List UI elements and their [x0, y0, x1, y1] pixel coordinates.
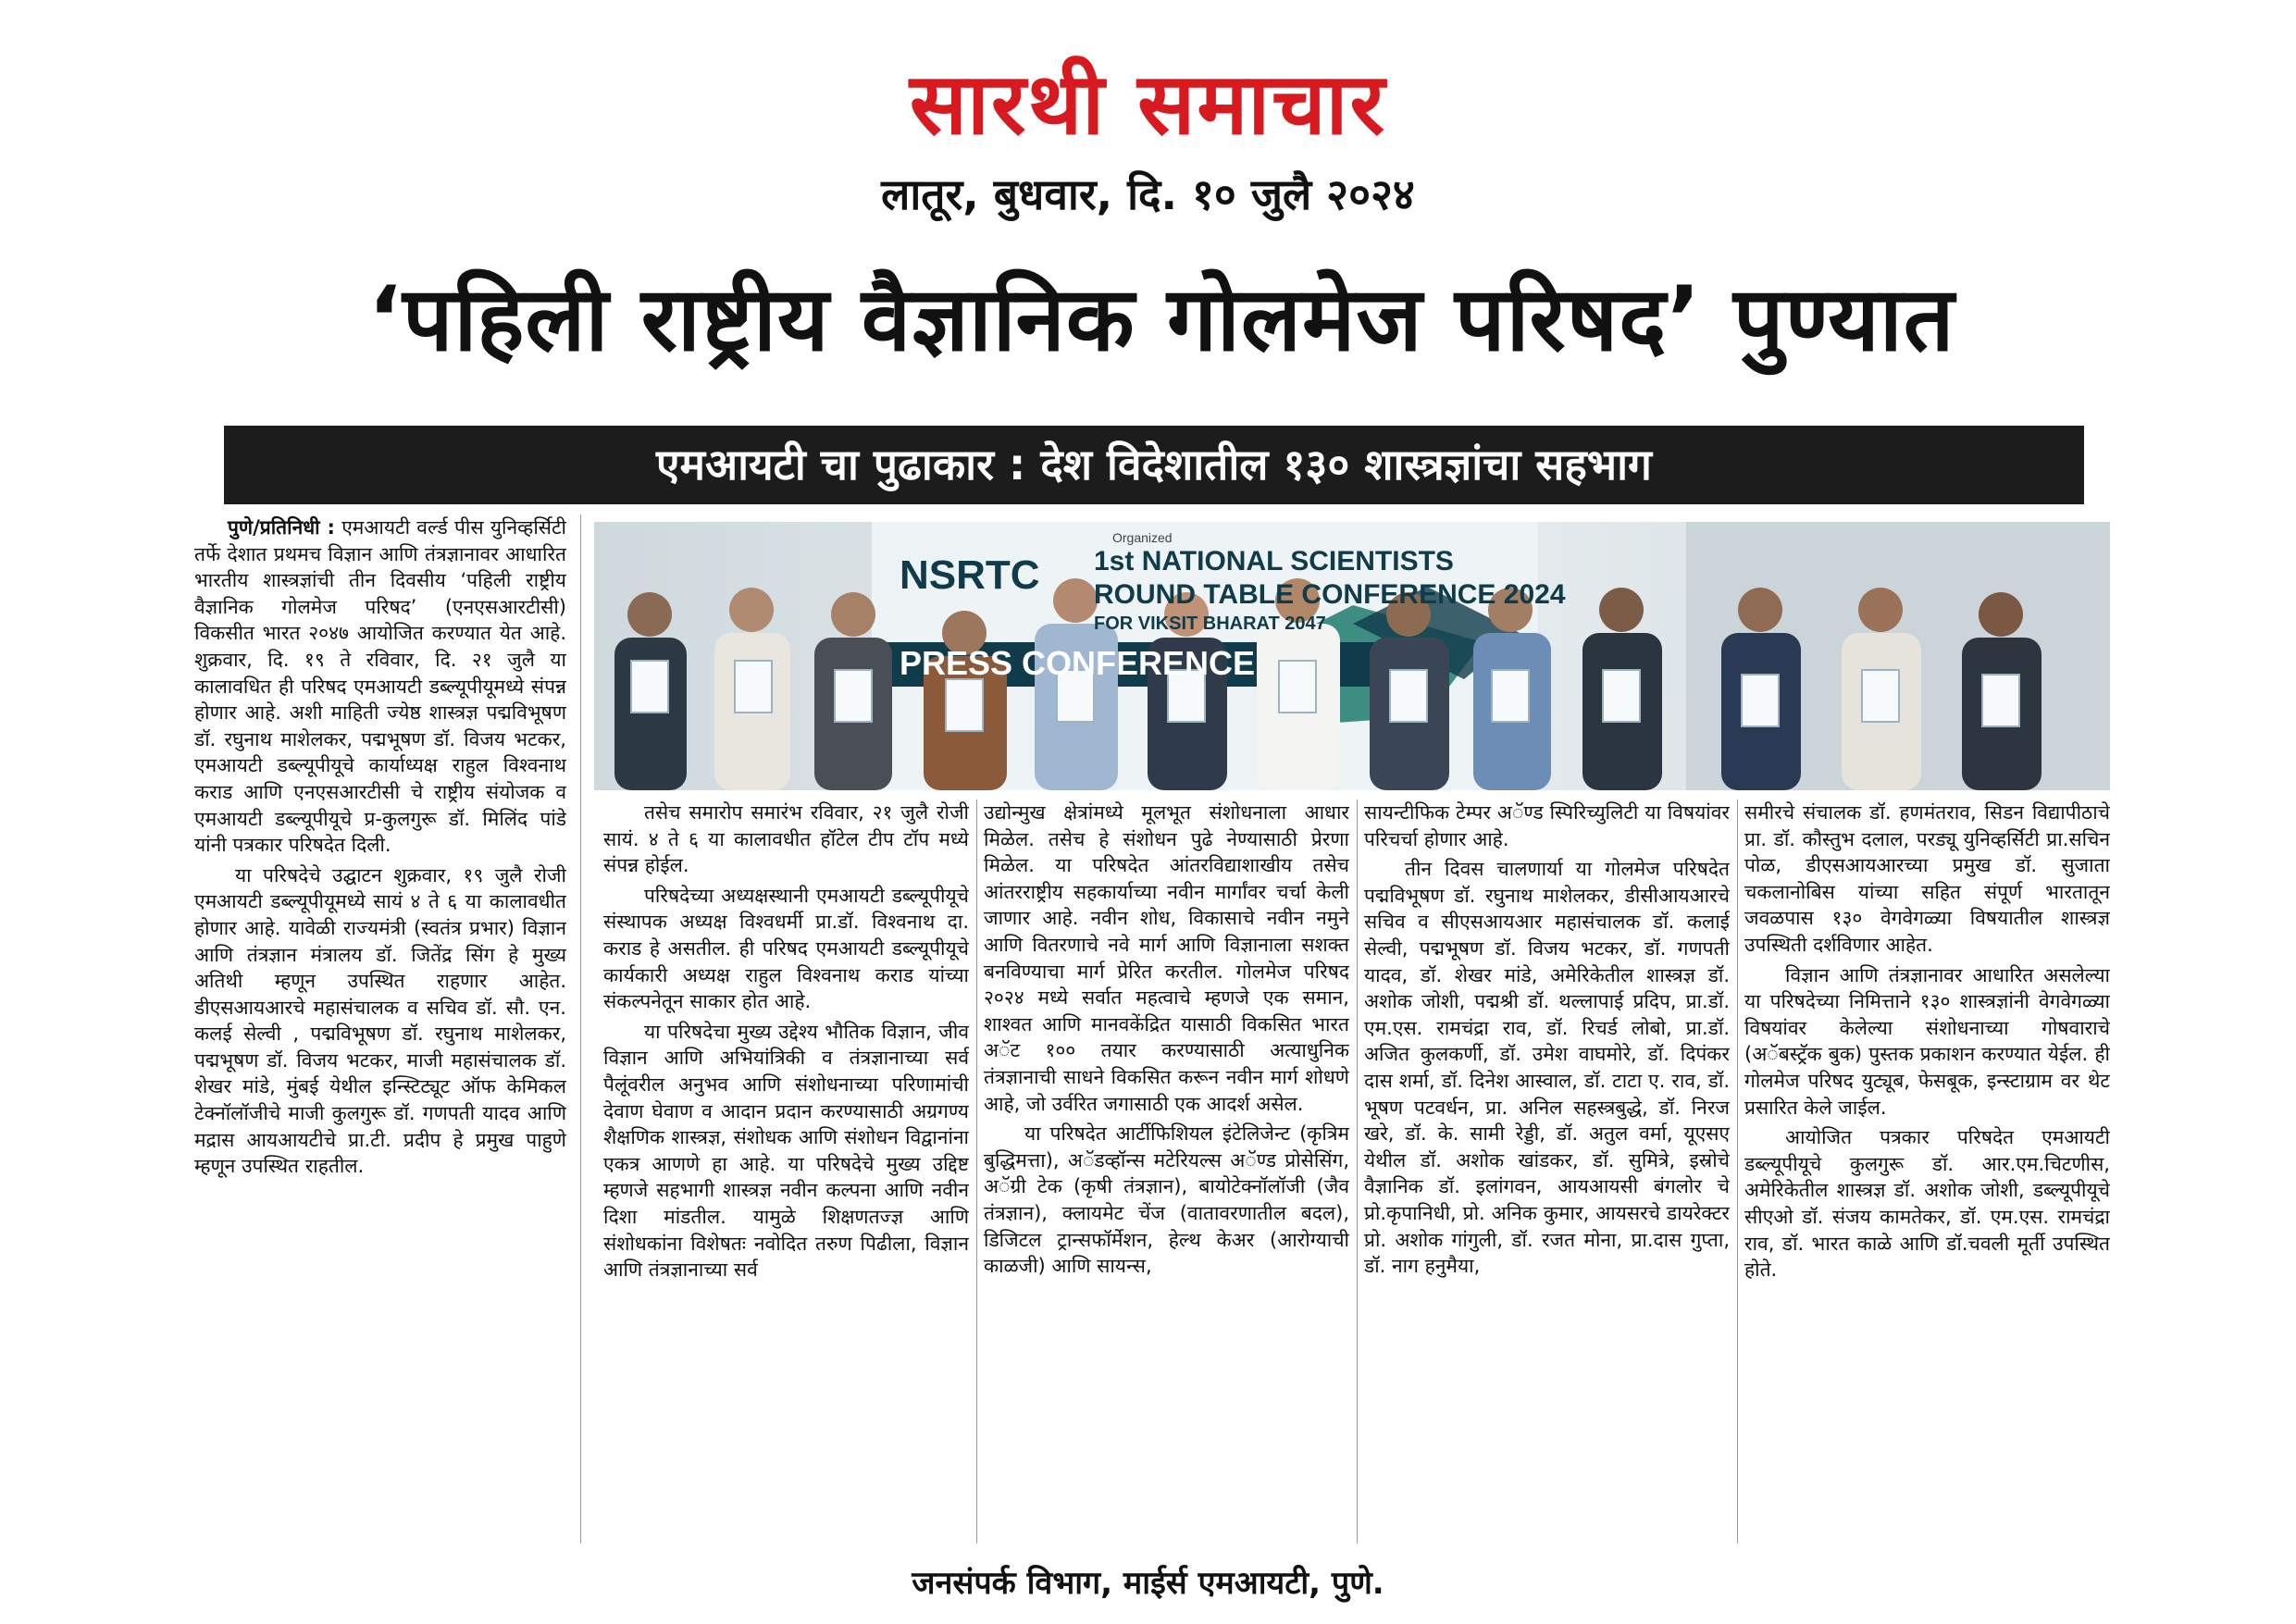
article-paragraph: आयोजित पत्रकार परिषदेत एमआयटी डब्ल्यूपीयूचे कुलगुरू डॉ. आर.एम.चिटणीस, अमेरिकेतील शास्त्रज्ञ डॉ. अशोक जोशी, डब्ल्यूपीयूचे सीएओ डॉ. संजय कामतेकर, डॉ. एम.एस. रामचंद्रा राव, डॉ. भारत काळे आणि डॉ.चवली मूर्ती उपस्थित होते. — [1744, 1126, 2110, 1282]
column-rule — [976, 800, 977, 1543]
headline: ‘पहिली राष्ट्रीय वैज्ञानिक गोलमेज परिषद’ पुण्यात — [367, 267, 1955, 371]
article-paragraph: या परिषदेत आर्टीफिशियल इंटेलिजेन्ट (कृत्रिम बुद्धिमत्ता), अॅडव्हॉन्स मटेरियल्स अॅण्ड प्रोसेसिंग, अॅग्री टेक (कृषी तंत्रज्ञान), बायोटेक्नॉलॉजी (जैव तंत्रज्ञान), क्लायमेट चेंज (वातावरणातील बदल), डिजिटल ट्रान्सफॉर्मेशन, हेल्थ केअर (आरोग्याची काळजी) आणि सायन्स, — [984, 1122, 1349, 1278]
article-column-3 — [984, 800, 1349, 1543]
article-paragraph: उद्योन्मुख क्षेत्रांमध्ये मूलभूत संशोधनाला आधार मिळेल. तसेच हे संशोधन पुढे नेण्यासाठी प्रेरणा मिळेल. या परिषदेत आंतरविद्याशाखीय तसेच आंतरराष्ट्रीय सहकार्याच्या नवीन मार्गांवर चर्चा केली जाणार आहे. नवीन शोध, विकासाचे नवीन नमुने आणि वितरणाचे नवे मार्ग आणि विज्ञानाला सशक्त बनविण्याचा मार्ग प्रेरित करतील. गोलमेज परिषद २०२४ मध्ये सर्वात महत्वाचे म्हणजे एक समान, शाश्वत आणि मानवकेंद्रित यासाठी विकसित भारत अॅट १०० तयार करण्यासाठी अत्याधुनिक तंत्रज्ञानाची साधने विकसित करून नवीन मार्ग शोधणे आहे, जो उर्वरित जगासाठी एक आदर्श असेल. — [984, 801, 1349, 1115]
column-rule — [580, 514, 581, 1543]
article-paragraph: तीन दिवस चालणार्या या गोलमेज परिषदेत पद्मविभूषण डॉ. रघुनाथ माशेलकर, डीसीआयआरचे सचिव व सीएसआयआर महासंचालक डॉ. कलाई सेल्वी, पद्मभूषण डॉ. विजय भटकर, डॉ. गणपती यादव, डॉ. शेखर मांडे, अमेरिकेतील शास्त्रज्ञ डॉ. अशोक जोशी, पद्मश्री डॉ. थल्लापाई प्रदिप, प्रा.डॉ. एम.एस. रामचंद्रा राव, डॉ. रिचर्ड लोबो, प्रा.डॉ. अजित कुलकर्णी, डॉ. उमेश वाघमोरे, डॉ. दिपंकर दास शर्मा, डॉ. दिनेश आस्वाल, डॉ. टाटा ए. राव, डॉ. भूषण पटवर्धन, प्रा. अनिल सहस्त्रबुद्धे, डॉ. निरज खरे, डॉ. के. सामी रेड्डी, डॉ. अतुल वर्मा, यूएसए येथील डॉ. अशोक खांडकर, डॉ. सुमित्रे, इस्रोचे वैज्ञानिक डॉ. इलांगवन, आयआयसी बंगलोर चे प्रो.कृपानिधी, प्रो. अनिक कुमार, आयसरचे डायरेक्टर प्रो. अशोक गांगुली, डॉ. रजत मोना, प्रा.दास गुप्ता, डॉ. नाग हनुमैया, — [1364, 858, 1730, 1278]
article-paragraph: या परिषदेचे उद्घाटन शुक्रवार, १९ जुलै रोजी एमआयटी डब्ल्यूपीयूमध्ये सायं ४ ते ६ या कालावधीत होणार आहे. यावेळी राज्यमंत्री (स्वतंत्र प्रभार) विज्ञान आणि तंत्रज्ञान मंत्रालय डॉ. जितेंद्र सिंग हे मुख्य अतिथी म्हणून उपस्थित राहणार आहेत. डीएसआयआरचे महासंचालक व सचिव डॉ. सौ. एन. कलई सेल्वी , पद्मविभूषण डॉ. रघुनाथ माशेलकर, पद्मभूषण डॉ. विजय भटकर, माजी महासंचालक डॉ. शेखर मांडे, मुंबई येथील इन्स्टिट्यूट ऑफ केमिकल टेक्नॉलॉजीचे माजी कुलगुरू डॉ. गणपती यादव आणि मद्रास आयआयटीचे प्रा.टी. प्रदीप हे प्रमुख पाहुणे म्हणून उपस्थित राहतील. — [194, 863, 566, 1178]
press-conference-photo — [594, 522, 2110, 790]
article-paragraph: विज्ञान आणि तंत्रज्ञानावर आधारित असलेल्या या परिषदेच्या निमित्ताने १३० शास्त्रज्ञांनी वेगवेगळ्या विषयांवर केलेल्या संशोधनाच्या गोषवाराचे (अॅबस्ट्रॅक बुक) पुस्तक प्रकाशन करण्यात येईल. ही गोलमेज परिषद युट्यूब, फेसबूक, इन्स्टाग्राम वर थेट प्रसारित केले जाईल. — [1744, 963, 2110, 1119]
subhead-bar — [224, 426, 2084, 504]
article-column-2 — [603, 800, 969, 1543]
article-paragraph: परिषदेच्या अध्यक्षस्थानी एमआयटी डब्ल्यूपीयूचे संस्थापक अध्यक्ष विश्वधर्मी प्रा.डॉ. विश्वनाथ दा. कराड हे असतील. ही परिषद एमआयटी डब्ल्यूपीयूचे कार्यकारी अध्यक्ष राहुल विश्वनाथ कराड यांच्या संकल्पनेतून साकार होत आहे. — [603, 884, 969, 1013]
dateline: लातूर, बुधवार, दि. १० जुलै २०२४ — [881, 169, 1415, 219]
banner-title-line1: 1st NATIONAL SCIENTISTS — [1094, 546, 1454, 576]
article-paragraph: तसेच समारोप समारंभ रविवार, २१ जुलै रोजी सायं. ४ ते ६ या कालावधीत हॉटेल टीप टॉप मध्ये संपन्न होईल. — [603, 801, 969, 877]
article-column-1 — [194, 514, 566, 1543]
byline: पुणे/प्रतिनिधी : — [228, 516, 335, 539]
article-paragraph: या परिषदेचा मुख्य उद्देश्य भौतिक विज्ञान, जीव विज्ञान आणि अभियांत्रिकी व तंत्रज्ञानाच्या सर्व पैलूंवरील अनुभव आणि संशोधनाच्या परिणामांची देवाण घेवाण व आदान प्रदान करण्यासाठी अग्रगण्य शैक्षणिक शास्त्रज्ञ, संशोधक आणि संशोधन विद्वानांना एकत्र आणणे हा आहे. या परिषदेचे मुख्य उद्दिष्ट म्हणजे सहभागी शास्त्रज्ञ नवीन कल्पना आणि नवीन दिशा मांडतील. यामुळे शिक्षणतज्ज्ञ आणि संशोधकांना विशेषतः नवोदित तरुण पिढीला, विज्ञान आणि तंत्रज्ञानाच्या सर्व — [603, 1020, 969, 1282]
banner-title-line2: ROUND TABLE CONFERENCE 2024 — [1094, 579, 1566, 610]
column-rule — [1737, 800, 1738, 1543]
press-conference-text: PRESS CONFERENCE — [900, 644, 1256, 682]
organizer-label: Organized — [1112, 530, 1173, 545]
article-paragraph: समीरचे संचालक डॉ. हणमंतराव, सिडन विद्यापीठाचे प्रा. डॉ. कौस्तुभ दलाल, परड्यू युनिव्हर्सिटी प्रा.सचिन पोळ, डीएसआयआरच्या प्रमुख डॉ. सुजाता चकलानोबिस यांच्या सहित संपूर्ण भारतातून जवळपास १३० वेगवेगळ्या विषयातील शास्त्रज्ञ उपस्थिती दर्शविणार आहेत. — [1744, 801, 2110, 956]
column-rule — [1357, 800, 1358, 1543]
article-paragraph — [194, 514, 566, 859]
nsrtc-logo-text: NSRTC — [900, 552, 1040, 598]
paragraph-text: एमआयटी वर्ल्ड पीस युनिव्हर्सिटी तर्फे देशात प्रथमच विज्ञान आणि तंत्रज्ञानावर आधारित भारतीय शास्त्रज्ञांची तीन दिवसीय ‘पहिली राष्ट्रीय वैज्ञानिक गोलमेज परिषद’ (एनएसआरटीसी) विकसीत भारत २०४७ आयोजित करण्यात येत आहे. शुक्रवार, दि. १९ ते रविवार, दि. २१ जुलै या कालावधित ही परिषद एमआयटी डब्ल्यूपीयूमध्ये संपन्न होणार आहे. अशी माहिती ज्येष्ठ शास्त्रज्ञ पद्मविभूषण डॉ. रघुनाथ माशेलकर, पद्मभूषण डॉ. विजय भटकर, एमआयटी डब्ल्यूपीयूचे कार्याध्यक्ष राहुल विश्वनाथ कराड आणि एनएसआरटीसी चे राष्ट्रीय संयोजक व एमआयटी डब्ल्यूपीयूचे प्र-कुलगुरू डॉ. मिलिंद पांडे यांनी पत्रकार परिषदेत दिली. — [194, 516, 566, 857]
subheadline: एमआयटी चा पुढाकार : देश विदेशातील १३० शास्त्रज्ञांचा सहभाग — [656, 440, 1652, 490]
newspaper-masthead: सारथी समाचार — [909, 55, 1387, 154]
article-column-5 — [1744, 800, 2110, 1543]
banner-title-line3: FOR VIKSIT BHARAT 2047 — [1094, 614, 1326, 634]
footer-credit: जनसंपर्क विभाग, माईर्स एमआयटी, पुणे. — [912, 1565, 1384, 1602]
article-paragraph: सायन्टीफिक टेम्पर अॅण्ड स्पिरिच्युलिटी या विषयांवर परिचर्चा होणार आहे. — [1364, 801, 1730, 850]
article-column-4 — [1364, 800, 1730, 1543]
